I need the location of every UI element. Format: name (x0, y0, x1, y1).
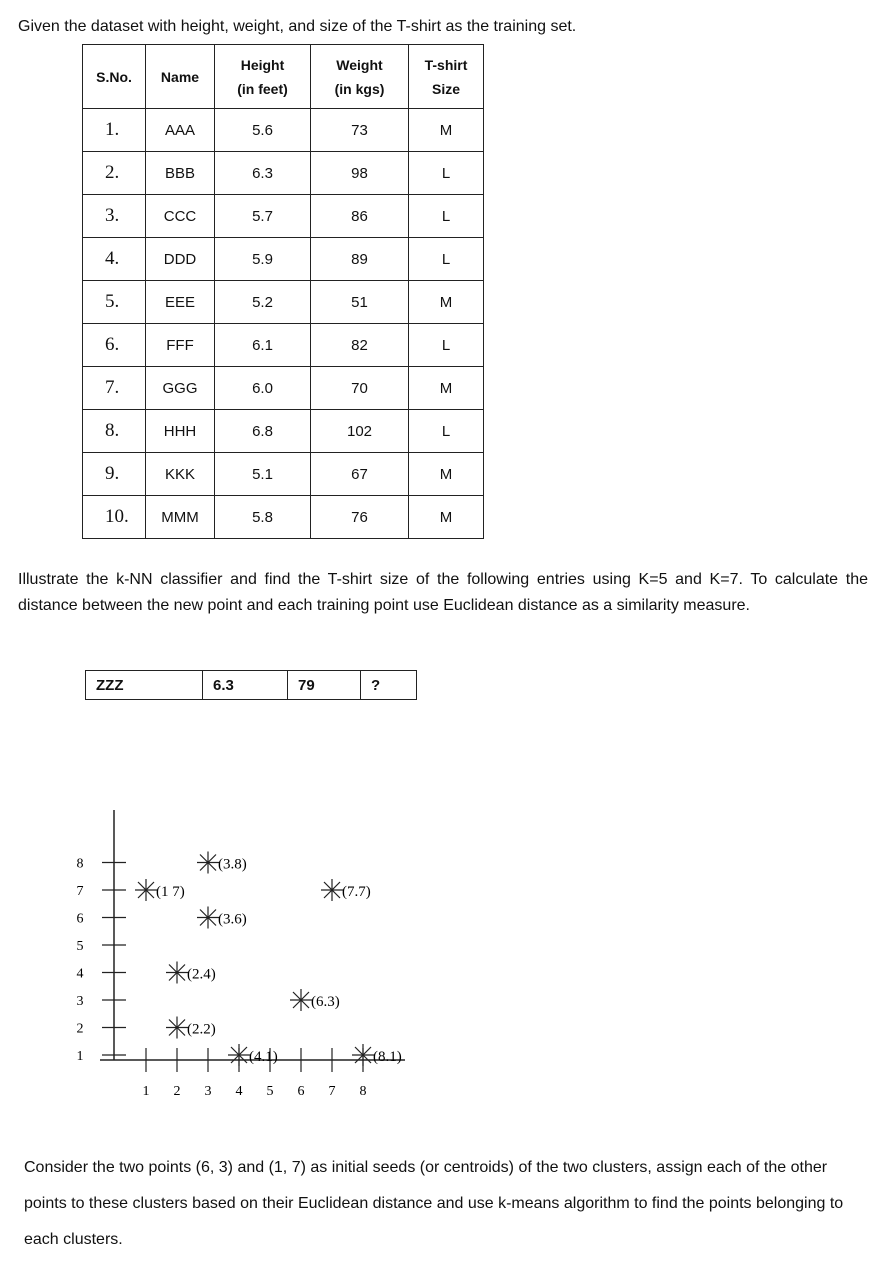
cell-weight: 67 (311, 453, 409, 496)
x-tick-label: 1 (142, 1084, 150, 1099)
cell-sno: 9. (83, 453, 146, 496)
cell-weight: 70 (311, 367, 409, 410)
point-label: (6.3) (311, 994, 340, 1010)
cell-name: GGG (146, 367, 215, 410)
x-tick-label: 4 (235, 1084, 243, 1099)
cell-weight: 76 (311, 496, 409, 539)
y-tick-label: 3 (76, 994, 84, 1009)
cell-weight: 102 (311, 410, 409, 453)
table-row (83, 367, 484, 410)
table-row (83, 324, 484, 367)
y-tick-label: 4 (76, 966, 84, 982)
table-row (83, 496, 484, 539)
cell-height: 5.2 (215, 281, 311, 324)
cell-size: M (409, 367, 484, 410)
data-point (197, 907, 219, 929)
cell-height: 5.8 (215, 496, 311, 539)
cell-height: 6.8 (215, 410, 311, 453)
query-row (86, 671, 417, 700)
cell-name: FFF (146, 324, 215, 367)
table-row (83, 238, 484, 281)
cell-height: 6.0 (215, 367, 311, 410)
data-point (166, 1017, 188, 1039)
cell-height: 6.1 (215, 324, 311, 367)
y-tick-label: 6 (76, 911, 84, 927)
y-tick-label: 1 (76, 1049, 84, 1064)
x-tick-label: 3 (204, 1084, 212, 1099)
scatter-plot (60, 805, 420, 1105)
query-weight: 79 (288, 671, 361, 700)
x-tick-label: 7 (328, 1084, 336, 1099)
data-point (352, 1044, 374, 1066)
point-label: (2.2) (187, 1021, 216, 1038)
cell-name: MMM (146, 496, 215, 539)
header-sno: S.No. (83, 45, 146, 109)
knn-question: Illustrate the k-NN classifier and find the T-shirt size of the following entries using K=5 and K=7. To calculate the distance between the new point and each training point use Euclidean distance as a similarity measure. (18, 571, 868, 614)
header-weight: Weight (in kgs) (311, 45, 409, 109)
cell-sno: 5. (83, 281, 146, 324)
query-size: ? (361, 671, 417, 700)
point-label: (3.6) (218, 911, 247, 928)
cell-size: M (409, 109, 484, 152)
table-row (83, 109, 484, 152)
x-tick-label: 8 (359, 1084, 367, 1099)
point-label: (8.1) (373, 1049, 402, 1065)
query-name: ZZZ (86, 671, 203, 700)
query-height: 6.3 (203, 671, 288, 700)
point-label: (4.1) (249, 1049, 278, 1065)
data-point (197, 852, 219, 874)
cell-size: L (409, 152, 484, 195)
cell-weight: 98 (311, 152, 409, 195)
table-row (83, 195, 484, 238)
cell-sno: 7. (83, 367, 146, 410)
query-table (85, 670, 417, 700)
header-name: Name (146, 45, 215, 109)
cell-sno: 1. (83, 109, 146, 152)
table-row (83, 281, 484, 324)
kmeans-question: Consider the two points (6, 3) and (1, 7) as initial seeds (or centroids) of the two clusters, assign each of the other points to these clusters based on their Euclidean distance and use k-means algorithm to find the points belonging to each clusters. (24, 1159, 844, 1248)
data-point (135, 879, 157, 901)
point-label: (2.4) (187, 966, 216, 983)
cell-height: 5.9 (215, 238, 311, 281)
data-point (290, 989, 312, 1011)
y-tick-label: 5 (76, 939, 84, 954)
table-row (83, 410, 484, 453)
intro-text: Given the dataset with height, weight, and size of the T-shirt as the training set. (18, 18, 577, 35)
x-tick-label: 2 (173, 1084, 181, 1099)
data-point (321, 879, 343, 901)
cell-size: M (409, 281, 484, 324)
cell-height: 5.6 (215, 109, 311, 152)
point-label: (7.7) (342, 884, 371, 900)
x-tick-label: 6 (297, 1084, 305, 1099)
cell-size: L (409, 238, 484, 281)
cell-name: HHH (146, 410, 215, 453)
training-table (82, 44, 484, 539)
cell-weight: 86 (311, 195, 409, 238)
cell-sno: 4. (83, 238, 146, 281)
cell-weight: 51 (311, 281, 409, 324)
cell-weight: 89 (311, 238, 409, 281)
cell-name: DDD (146, 238, 215, 281)
cell-sno: 10. (83, 496, 146, 539)
cell-weight: 82 (311, 324, 409, 367)
cell-height: 6.3 (215, 152, 311, 195)
cell-weight: 73 (311, 109, 409, 152)
cell-size: L (409, 324, 484, 367)
cell-name: KKK (146, 453, 215, 496)
cell-size: L (409, 195, 484, 238)
header-height: Height (in feet) (215, 45, 311, 109)
cell-size: L (409, 410, 484, 453)
cell-size: M (409, 496, 484, 539)
x-tick-label: 5 (266, 1084, 274, 1099)
header-size: T-shirt Size (409, 45, 484, 109)
cell-sno: 6. (83, 324, 146, 367)
point-label: (1 7) (156, 884, 185, 900)
point-label: (3.8) (218, 856, 247, 873)
cell-height: 5.7 (215, 195, 311, 238)
cell-name: BBB (146, 152, 215, 195)
cell-sno: 2. (83, 152, 146, 195)
data-point (228, 1044, 250, 1066)
cell-size: M (409, 453, 484, 496)
table-row (83, 152, 484, 195)
y-tick-label: 2 (76, 1021, 84, 1037)
y-tick-label: 8 (76, 856, 84, 872)
y-tick-label: 7 (76, 884, 84, 899)
cell-name: AAA (146, 109, 215, 152)
cell-sno: 8. (83, 410, 146, 453)
cell-name: CCC (146, 195, 215, 238)
cell-height: 5.1 (215, 453, 311, 496)
cell-name: EEE (146, 281, 215, 324)
table-row (83, 453, 484, 496)
table-header-row (83, 45, 484, 109)
data-point (166, 962, 188, 984)
cell-sno: 3. (83, 195, 146, 238)
